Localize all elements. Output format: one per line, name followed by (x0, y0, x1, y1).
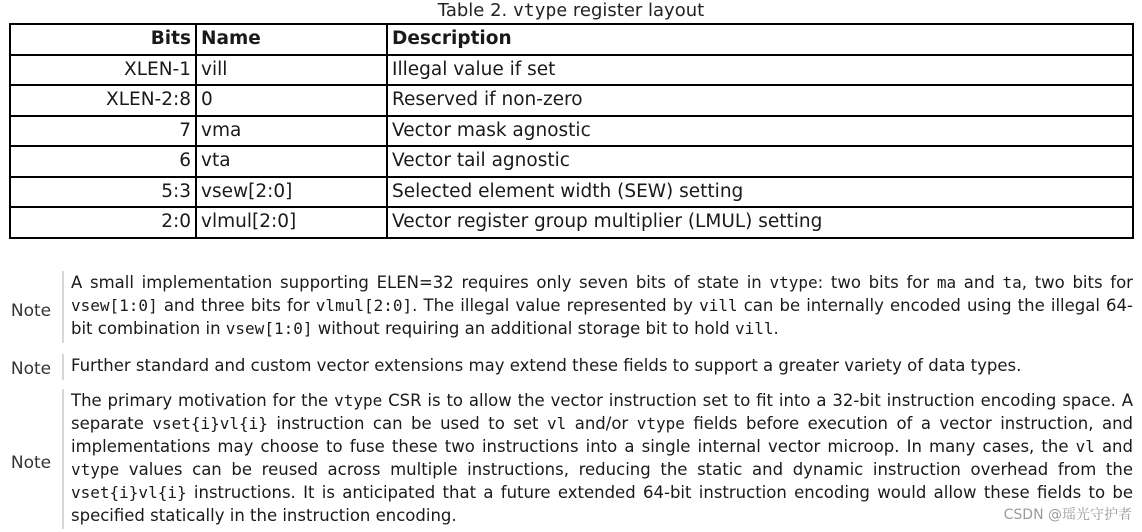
note-divider (62, 389, 64, 529)
note-text-run: and three bits for (157, 296, 316, 315)
cell-description: Vector mask agnostic (387, 116, 1133, 147)
cell-description: Vector tail agnostic (387, 146, 1133, 177)
note-label: Note (10, 359, 52, 379)
cell-name: 0 (196, 85, 387, 116)
note-text-run: , two bits for (1021, 273, 1133, 292)
note-divider (62, 271, 64, 343)
note-text-run: instructions. It is anticipated that a future extended 64-bit instruction encoding would allow these fields to be specified statically in the instruction encoding. (71, 483, 1133, 525)
inline-code: vill (735, 319, 774, 338)
inline-code: vsew[1:0] (71, 296, 158, 315)
header-bits: Bits (10, 24, 196, 55)
inline-code: vset{i}vl{i} (71, 483, 187, 502)
cell-name: vlmul[2:0] (196, 207, 387, 238)
note-text-run: instruction can be used to set (267, 414, 547, 433)
table-row (10, 116, 1133, 147)
table-row (10, 207, 1133, 238)
note-text-run: fields before execution of a vector instruction, and implementations may choose to fuse these two instructions into a single internal vector microop. In many cases, the (71, 414, 1134, 456)
cell-description: Selected element width (SEW) setting (387, 177, 1133, 208)
inline-code: vtype (71, 460, 120, 479)
table-row (10, 85, 1133, 116)
inline-code: vtype (769, 273, 818, 292)
inline-code: vlmul[2:0] (315, 296, 413, 315)
note-label: Note (10, 301, 52, 321)
note-block (0, 354, 1142, 380)
note-text-run: and/or (566, 414, 637, 433)
inline-code: vsew[1:0] (225, 319, 313, 338)
note-block (0, 389, 1142, 529)
inline-code: vtype (636, 414, 685, 433)
note-text-run: and (956, 273, 1003, 292)
cell-bits: 2:0 (10, 207, 196, 238)
cell-name: vta (196, 146, 387, 177)
note-text-run: can be internally encoded using the illegal 64-bit combination in (71, 296, 1133, 338)
inline-code: ma (936, 273, 957, 292)
table-header-row (10, 24, 1133, 55)
cell-name: vma (196, 116, 387, 147)
inline-code: vl (1075, 437, 1095, 456)
header-description: Description (387, 24, 1133, 55)
inline-code: ta (1002, 273, 1022, 292)
cell-bits: 7 (10, 116, 196, 147)
inline-code: vtype (334, 391, 383, 410)
cell-bits: 6 (10, 146, 196, 177)
note-text-run: CSR is to allow the vector instruction set to fit into a 32-bit instruction encoding space. A separate (71, 391, 1133, 433)
table-row (10, 55, 1133, 86)
cell-bits: XLEN-2:8 (10, 85, 196, 116)
inline-code: vl (546, 414, 567, 433)
watermark: CSDN @瑶光守护者 (1003, 507, 1132, 523)
note-label: Note (10, 453, 52, 473)
note-text-run: values can be reused across multiple instructions, reducing the static and dynamic instruction overhead from the (119, 460, 1133, 479)
note-text-run: . The illegal value represented by (412, 296, 700, 315)
note-text (71, 271, 1133, 340)
cell-name: vill (196, 55, 387, 86)
note-text-run: Further standard and custom vector extensions may extend these fields to support a greater variety of data types. (71, 356, 1022, 375)
note-text-run: without requiring an additional storage bit to hold (312, 319, 735, 338)
note-text-run: The primary motivation for the (71, 391, 335, 410)
note-text (71, 354, 1133, 377)
note-text-run: and (1094, 437, 1133, 456)
cell-bits: XLEN-1 (10, 55, 196, 86)
cell-name: vsew[2:0] (196, 177, 387, 208)
table-row (10, 146, 1133, 177)
cell-description: Reserved if non-zero (387, 85, 1133, 116)
register-layout-table (9, 23, 1134, 239)
caption-prefix: Table 2. (437, 0, 513, 21)
inline-code: vset{i}vl{i} (152, 414, 268, 433)
table-caption (0, 0, 1142, 22)
inline-code: vill (699, 296, 738, 315)
caption-suffix: register layout (567, 0, 705, 21)
note-divider (62, 354, 64, 380)
note-text-run: A small implementation supporting ELEN=32 requires only seven bits of state in (71, 273, 770, 292)
note-text-run: . (773, 319, 779, 338)
note-block (0, 271, 1142, 343)
cell-description: Illegal value if set (387, 55, 1133, 86)
note-text (71, 389, 1133, 527)
caption-code: vtype (512, 0, 568, 21)
cell-bits: 5:3 (10, 177, 196, 208)
header-name: Name (196, 24, 387, 55)
table-row (10, 177, 1133, 208)
note-text-run: : two bits for (817, 273, 937, 292)
cell-description: Vector register group multiplier (LMUL) setting (387, 207, 1133, 238)
